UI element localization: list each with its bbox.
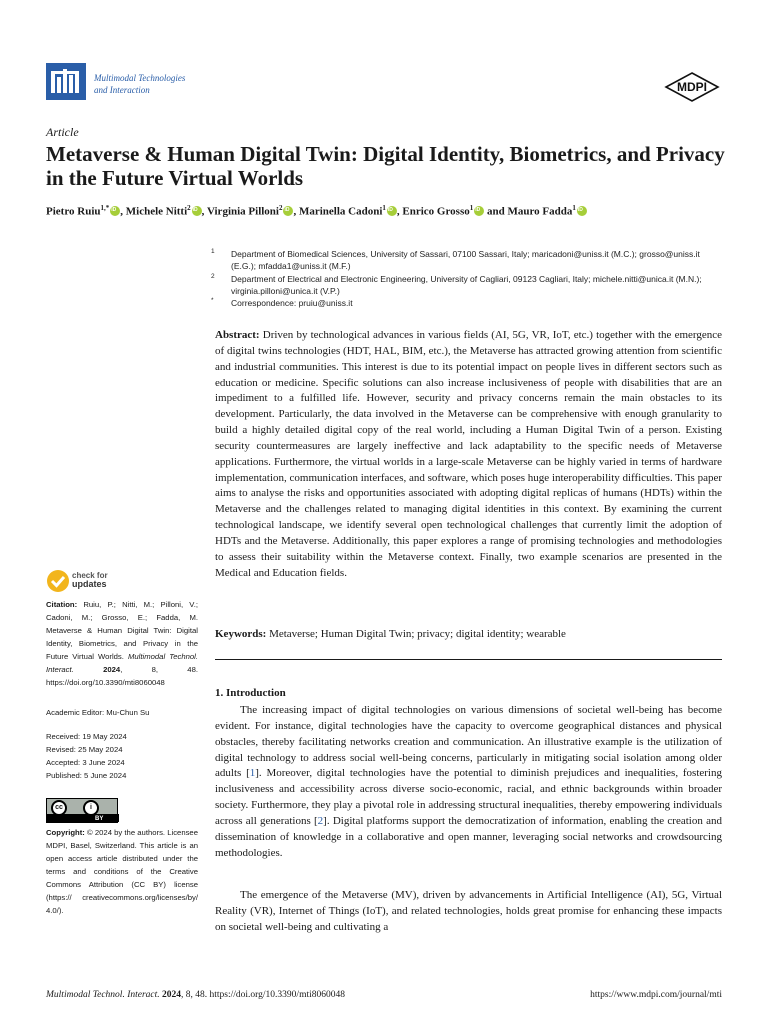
affiliation: * Correspondence: pruiu@uniss.it [211,297,353,308]
reference-link[interactable]: 2 [317,814,324,827]
paper-title: Metaverse & Human Digital Twin: Digital Identity, Biometrics, and Privacy in the Future Virtual Worlds [46,142,725,190]
article-type: Article [46,125,79,139]
orcid-icon[interactable] [110,206,120,216]
orcid-icon[interactable] [192,206,202,216]
author[interactable]: Marinella Cadoni [298,205,383,218]
affiliation: 1 Department of Biomedical Sciences, University of Sassari, 07100 Sassari, Italy; maricadoni@uniss.it (M.C.); grosso@uniss.it (E.G.); mfadda1@uniss.it (M.F.) [211,248,700,271]
doi-link[interactable]: https://doi.org/10.3390/mti8060048 [46,678,165,687]
author[interactable]: Virginia Pilloni [206,205,279,218]
academic-editor: Academic Editor: Mu-Chun Su [46,708,150,717]
orcid-icon[interactable] [283,206,293,216]
person-icon: i [83,800,99,816]
copyright: Copyright: © 2024 by the authors. Licensee MDPI, Basel, Switzerland. This article is an open access article distributed under the terms and conditions of the Creative Commons Attribution (CC BY) license (https:// creativecommons.org/licenses/by/ 4.0/). [46,828,198,915]
author[interactable]: Enrico Grosso [402,205,470,218]
mdpi-logo[interactable] [664,72,720,107]
affiliation: 2 Department of Electrical and Electronic Engineering, University of Cagliari, 09123 Cagliari, Italy; michele.nitti@unica.it (M.N.); virginia.pilloni@unica.it (V.P.) [211,273,702,296]
orcid-icon[interactable] [474,206,484,216]
check-for-updates-button[interactable]: check for updates [46,569,124,593]
abstract: Abstract: Driven by technological advances in various fields (AI, 5G, VR, IoT, etc.) together with the emergence of digital twins technologies (HDT, HAL, BIM, etc.), the Metaverse has attracted growing attention from scientific and industrial communities. This interest is due to its potential impact on people lives in different sectors such as education or medicine. Specific solutions can also increase inclusiveness of people with disabilities that are an impediment to a fulfilled life. However, security and privacy concerns remain the main obstacles to its development. Particularly, the data involved in the Metaverse can be comprehensive with enough granularity to build a highly detailed digital copy of the real world, including a Human Digital Twin of a person. Existing security countermeasures are largely ineffective and lack adaptability to the specific needs of Metaverse applications. Furthermore, the virtual worlds in a large-scale Metaverse can be highly varied in terms of hardware implementation, communication interfaces, and software, which poses huge interoperability difficulties. This paper aims to analyse the risks and opportunities associated with adopting digital replicas of humans (HDTs) within the Metaverse and the challenges related to managing digital identities in this context. By examining the current technological landscape, we identify several open technological challenges that currently limit the adoption of HDTs and the Metaverse. Additionally, this paper explores a range of promising technologies and methodologies to assess their suitability within the Metaverse context. Finally, two example scenarios are presented in the Medical and Education fields. [215,329,722,579]
section-divider [215,659,722,660]
dates: Received: 19 May 2024 Revised: 25 May 2024 Accepted: 3 June 2024 Published: 5 June 2024 [46,732,127,780]
check-updates-icon [46,569,70,593]
svg-text:MDPI: MDPI [677,80,707,94]
author[interactable]: Mauro Fadda [507,205,573,218]
footer-citation: Multimodal Technol. Interact. 2024, 8, 48. https://doi.org/10.3390/mti8060048 [46,990,345,1000]
cc-icon: cc [51,800,67,816]
intro-paragraph: The increasing impact of digital technologies on various dimensions of societal well-being has become evident. For instance, digital technologies have the capacity to overcome geographical distances and physical obstacles, thereby facilitating networks creation and communication. An illustrative example is the utilization of digital technology to address social well-being concerns, particularly in mitigating social isolation among older adults [1]. Moreover, digital technologies have the potential to diminish prejudices and inequalities, fostering inclusiveness and accessibility across diverse socio-economic, racial, and ethnic backgrounds within broader society. Furthermore, they play a pivotal role in addressing structural inequalities, thereby empowering individuals across all generations [2]. Digital platforms support the democratization of information, enabling the creation and dissemination of knowledge in a collaborative and open manner, leveraging social networks and crowdsourcing methodologies. [215,704,722,859]
citation: Citation: Ruiu, P.; Nitti, M.; Pilloni, V.; Cadoni, M.; Grosso, E.; Fadda, M. Metaverse & Human Digital Twin: Digital Identity, Biometrics, and Privacy in the Future Virtual Worlds. Multimodal Technol. Interact. 2024, 8, 48. https://doi.org/10.3390/mti8060048 [46,600,199,687]
cc-by-license-badge[interactable]: cc i BY [46,798,118,823]
journal-name[interactable]: Multimodal Technologies and Interaction [94,73,186,95]
intro-paragraph: The emergence of the Metaverse (MV), driven by advancements in Artificial Intelligence (AI), 5G, Virtual Reality (VR), Internet of Things (IoT), and related technologies, holds great promise for enhancing these impacts on societal well-being and cultivating a [215,889,722,933]
section-heading: 1. Introduction [215,687,286,699]
keywords: Keywords: Metaverse; Human Digital Twin; privacy; digital identity; wearable [215,628,566,640]
orcid-icon[interactable] [387,206,397,216]
footer-journal-url[interactable]: https://www.mdpi.com/journal/mti [590,990,722,1000]
author[interactable]: Michele Nitti [125,205,188,218]
journal-logo [46,63,86,100]
reference-link[interactable]: 1 [249,767,256,780]
author[interactable]: Pietro Ruiu [46,205,101,218]
orcid-icon[interactable] [577,206,587,216]
author-list: Pietro Ruiu$^{1,*}$iD , Michele Nitti$^2$iD , Virginia Pilloni$^2$iD , Marinella Cadoni$^1$iD , Enrico Grosso$^1$iD and Mauro Fadda$^1$iD [46,204,746,218]
